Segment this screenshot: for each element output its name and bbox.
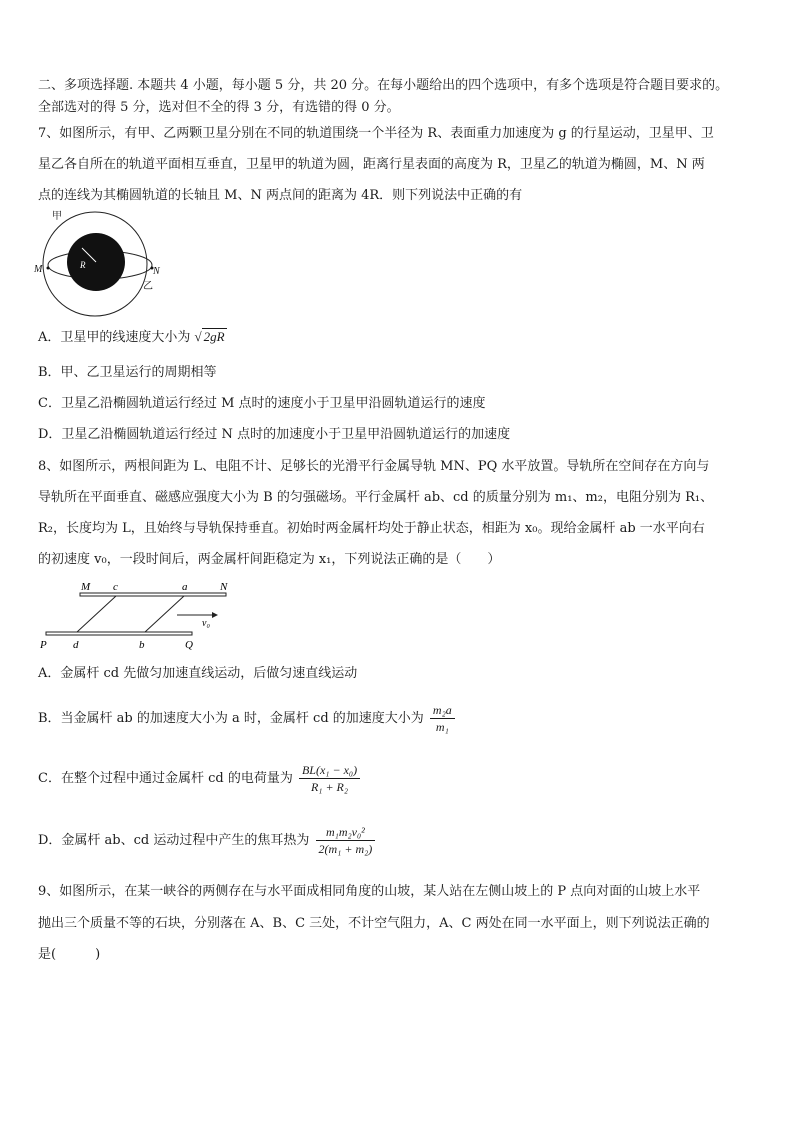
- q8-stem-line-4: 的初速度 v₀，一段时间后，两金属杆间距稳定为 x₁，下列说法正确的是（ ）: [38, 552, 501, 567]
- q7-option-d[interactable]: D．卫星乙沿椭圆轨道运行经过 N 点时的加速度小于卫星甲沿圆轨道运行的加速度: [38, 427, 511, 442]
- q8-optB-fraction: $\frac{\text{m₂a}}{\text{m₁}}$: [430, 703, 455, 734]
- rod-cd: [77, 596, 116, 632]
- label-v0: v₀: [202, 618, 210, 629]
- section-header-line-2: 全部选对的得 5 分，选对但不全的得 3 分，有选错的得 0 分。: [38, 100, 400, 115]
- label-M: M: [34, 264, 43, 275]
- rail-MN: [80, 593, 226, 596]
- q8-option-a[interactable]: A．金属杆 cd 先做匀加速直线运动，后做匀速直线运动: [38, 666, 358, 681]
- q8-optC-fraction: $\frac{\text{BL(x₁ − x₀)}}{\text{R₁ + R₂}}$: [299, 763, 360, 794]
- label-R: R: [80, 260, 86, 270]
- q8-rails-figure: [36, 578, 236, 652]
- q7-orbit-figure: [32, 208, 167, 320]
- q7-stem-line-2: 星乙各自所在的轨道平面相互垂直，卫星甲的轨道为圆，距离行星表面的高度为 R，卫星乙的轨道为椭圆，M、N 两: [38, 157, 705, 172]
- q8-option-d[interactable]: D．金属杆 ab、cd 运动过程中产生的焦耳热为 $\frac{\text{m₁m₂v₀²}}{\text{2(m₁ + m₂)}}$: [38, 825, 377, 856]
- label-N: N: [220, 581, 228, 593]
- q9-stem-line-3: 是( ): [38, 947, 101, 962]
- q8-optD-fraction: $\frac{\text{m₁m₂v₀²}}{\text{2(m₁ + m₂)}}$: [316, 825, 376, 856]
- label-N: N: [153, 266, 160, 277]
- q9-stem-line-2: 抛出三个质量不等的石块，分别落在 A、B、C 三处，不计空气阻力，A、C 两处在同一水平面上，则下列说法正确的: [38, 916, 710, 931]
- q7-stem-line-3: 点的连线为其椭圆轨道的长轴且 M、N 两点间的距离为 4R．则下列说法中正确的有: [38, 188, 523, 203]
- q8-stem-line-1: 8、如图所示，两根间距为 L、电阻不计、足够长的光滑平行金属导轨 MN、PQ 水平放置。导轨所在空间存在方向与: [38, 459, 710, 474]
- label-P: P: [40, 639, 47, 651]
- q7-option-b[interactable]: B．甲、乙卫星运行的周期相等: [38, 365, 217, 380]
- q9-stem-line-1: 9、如图所示，在某一峡谷的两侧存在与水平面成相同角度的山坡，某人站在左侧山坡上的 P 点向对面的山坡上水平: [38, 884, 701, 899]
- rail-PQ: [46, 632, 192, 635]
- q7-option-c[interactable]: C．卫星乙沿椭圆轨道运行经过 M 点时的速度小于卫星甲沿圆轨道运行的速度: [38, 396, 486, 411]
- label-jia: 甲: [52, 211, 62, 222]
- q8-option-b[interactable]: B．当金属杆 ab 的加速度大小为 a 时，金属杆 cd 的加速度大小为 $\frac{\text{m₂a}}{\text{m₁}}$: [38, 703, 457, 734]
- label-c: c: [113, 581, 118, 593]
- q8-stem-line-2: 导轨所在平面垂直、磁感应强度大小为 B 的匀强磁场。平行金属杆 ab、cd 的质量分别为 m₁、m₂，电阻分别为 R₁、: [38, 490, 714, 505]
- section-header-line-1: 二、多项选择题. 本题共 4 小题，每小题 5 分，共 20 分。在每小题给出的四个选项中，有多个选项是符合题目要求的。: [38, 78, 729, 93]
- label-yi: 乙: [143, 281, 153, 292]
- q7-optA-radicand: 2gR: [203, 329, 225, 344]
- label-M: M: [81, 581, 91, 593]
- q7-option-a[interactable]: A．卫星甲的线速度大小为 √ 2gR: [38, 329, 225, 345]
- label-a: a: [182, 581, 188, 593]
- rod-ab: [145, 596, 184, 632]
- q8-stem-line-3: R₂，长度均为 L，且始终与导轨保持垂直。初始时两金属杆均处于静止状态，相距为 x₀。现给金属杆 ab 一水平向右: [38, 521, 705, 536]
- q8-option-c[interactable]: C．在整个过程中通过金属杆 cd 的电荷量为 $\frac{\text{BL(x₁ − x₀)}}{\text{R₁ + R₂}}$: [38, 763, 362, 794]
- label-b: b: [139, 639, 145, 651]
- label-Q: Q: [185, 639, 193, 651]
- q7-stem-line-1: 7、如图所示，有甲、乙两颗卫星分别在不同的轨道围绕一个半径为 R、表面重力加速度为 g 的行星运动，卫星甲、卫: [38, 126, 714, 141]
- label-d: d: [73, 639, 79, 651]
